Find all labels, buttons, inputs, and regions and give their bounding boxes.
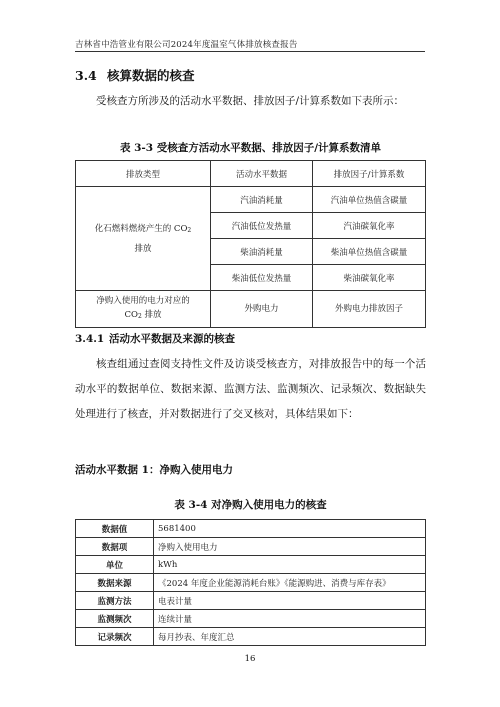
section-number: 3.4 — [75, 68, 97, 83]
table-row — [76, 628, 426, 646]
table-row — [76, 556, 426, 574]
table-3-3-caption: 表 3-3 受核查方活动水平数据、排放因子/计算系数清单 — [119, 142, 382, 154]
emission-type-cell — [76, 187, 211, 291]
emission-type-cell — [76, 291, 211, 328]
key-cell: 单位 — [76, 556, 154, 574]
subscript: 2 — [137, 313, 142, 320]
table-row — [76, 520, 426, 538]
factor-cell: 外购电力排放因子 — [313, 291, 426, 328]
type-text: 净购入使用的电力对应的 — [96, 296, 190, 306]
table-header-row — [76, 161, 426, 187]
header-cell: 排放因子/计算系数 — [313, 161, 426, 187]
activity-cell: 外购电力 — [211, 291, 313, 328]
activity-cell: 汽油消耗量 — [211, 187, 313, 213]
section-title: 核算数据的核查 — [107, 68, 195, 83]
header-cell: 活动水平数据 — [211, 161, 313, 187]
subscript: 2 — [187, 226, 192, 234]
data-heading: 活动水平数据 1：净购入使用电力 — [75, 464, 233, 476]
header-rule — [75, 51, 425, 52]
key-cell: 数据来源 — [76, 574, 154, 592]
factor-cell: 柴油碳氧化率 — [313, 265, 426, 291]
subsection-heading — [75, 331, 235, 346]
activity-cell: 柴油低位发热量 — [211, 265, 313, 291]
activity-cell: 柴油消耗量 — [211, 239, 313, 265]
type-text: 排放 — [141, 310, 162, 320]
factor-cell: 柴油单位热值含碳量 — [313, 239, 426, 265]
key-cell: 监测频次 — [76, 610, 154, 628]
type-text: 化石燃料燃烧产生的 CO — [94, 223, 188, 234]
table-3-3 — [75, 160, 426, 328]
activity-cell: 汽油低位发热量 — [211, 213, 313, 239]
key-cell: 数据项 — [76, 538, 154, 556]
value-cell: 每月抄表、年度汇总 — [154, 628, 426, 646]
table-row — [76, 574, 426, 592]
factor-cell: 汽油单位热值含碳量 — [313, 187, 426, 213]
type-text: 排放 — [134, 243, 152, 254]
body-paragraph: 核查组通过查阅支持性文件及访谈受核查方，对排放报告中的每一个活动水平的数据单位、数据来源、监测方法、监测频次、记录频次、数据缺失处理进行了核查，并对数据进行了交叉核对，具体结果如下： — [75, 358, 426, 420]
key-cell: 数据值 — [76, 520, 154, 538]
subsection-number: 3.4.1 — [75, 333, 105, 345]
table-row — [76, 592, 426, 610]
value-cell: 5681400 — [154, 520, 426, 538]
value-cell: kWh — [154, 556, 426, 574]
running-header: 吉林省中浩管业有限公司2024年度温室气体排放核查报告 — [75, 40, 298, 50]
value-cell: 《2024 年度企业能源消耗台账》《能源购进、消费与库存表》 — [154, 574, 426, 592]
section-heading — [75, 66, 195, 84]
table-row — [76, 538, 426, 556]
value-cell: 净购入使用电力 — [154, 538, 426, 556]
key-cell: 监测方法 — [76, 592, 154, 610]
table-row — [76, 187, 426, 213]
value-cell: 电表计量 — [154, 592, 426, 610]
key-cell: 记录频次 — [76, 628, 154, 646]
factor-cell: 汽油碳氧化率 — [313, 213, 426, 239]
table-3-4-caption: 表 3-4 对净购入使用电力的核查 — [174, 499, 327, 511]
page-number: 16 — [244, 654, 256, 664]
subsection-title: 活动水平数据及来源的核查 — [109, 333, 235, 345]
type-text: CO — [124, 310, 138, 320]
table-3-4 — [75, 519, 426, 646]
intro-paragraph: 受核查方所涉及的活动水平数据、排放因子/计算系数如下表所示： — [96, 95, 405, 107]
value-cell: 连续计量 — [154, 610, 426, 628]
header-cell: 排放类型 — [76, 161, 211, 187]
table-row — [76, 610, 426, 628]
table-row — [76, 291, 426, 328]
